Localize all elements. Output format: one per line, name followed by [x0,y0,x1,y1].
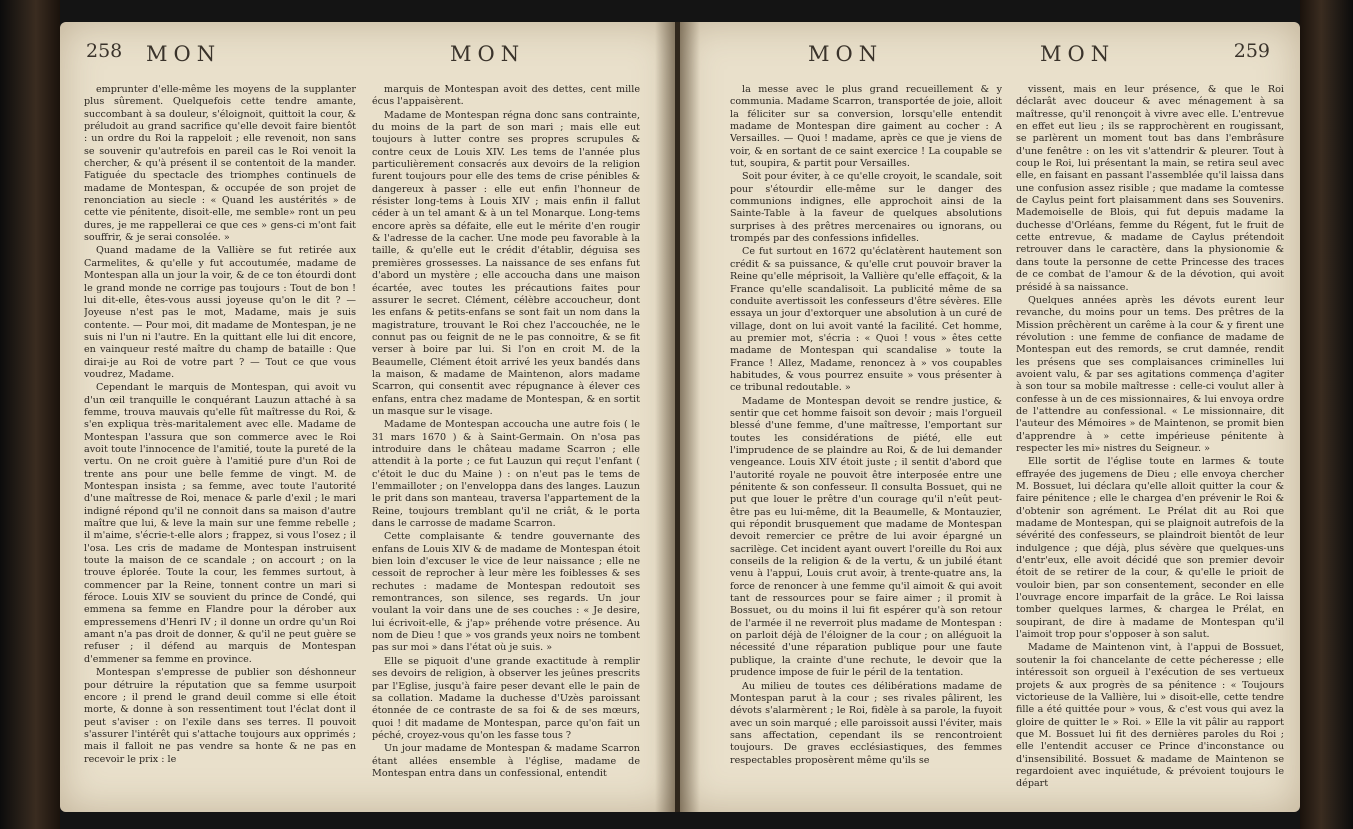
paragraph: marquis de Montespan avoit des dettes, cent mille écus l'appaisèrent. [372,84,640,108]
paragraph: Madame de Montespan régna donc sans contrainte, du moins de la part de son mari ; mais elle eut toujours à lutter contre ses propres scrupules & contre ceux de Louis XIV. Les tems de l'année plus particulièrement consacrés aux devoirs de la religion furent toujours pour elle des tems de crise pénibles & dangereux à passer : elle eut enfin l'honneur de résister long-tems à Louis XIV ; mais enfin il fallut céder à un tel amant & à un tel Monarque. Long-tems encore après sa défaite, elle eut le mérite d'en rougir & l'adresse de la cacher. Une mode peu favorable à la taille, & qu'elle eut le crédit d'établir, déguisa ses premières grossesses. La naissance de ses enfans fut d'abord un mystère ; elle accoucha dans une maison écartée, avec toutes les précautions faites pour assurer le secret. Clément, célèbre accoucheur, dont les enfans & petits-enfans se sont fait un nom dans la magistrature, trouvant le Roi chez l'accouchée, ne le connut pas ou feignit de ne le pas connoitre, & se fit verser à boire par lui. Si l'on en croit M. de la Beaumelle, Clément étoit arrivé les yeux bandés dans la maison, & madame de Maintenon, alors madame Scarron, qui consentit avec répugnance à élever ces enfans, entra chez madame de Montespan, & en sortit un masque sur le visage. [372,109,640,417]
paragraph: Elle sortit de l'église toute en larmes & toute effrayée des jugemens de Dieu ; elle envoya chercher M. Bossuet, lui déclara qu'elle alloit quitter la cour & faire pénitence ; elle le chargea d'en prévenir le Roi & d'obtenir son agrément. Le Prélat dit au Roi que madame de Montespan, qui se plaignoit autrefois de la sévérité des confesseurs, se plaindroit bientôt de leur indulgence ; que déjà, plus sévère que quelques-uns d'entr'eux, elle avoit décidé que son premier devoir étoit de se retirer de la cour, & qu'elle le prioit de vouloir bien, par son consentement, seconder en elle l'ouvrage encore imparfait de la grâce. Le Roi laissa tomber quelques larmes, & chargea le Prélat, en soupirant, de dire à madame de Montespan qu'il l'aimoit trop pour s'opposer à son salut. [1016,456,1284,641]
paragraph: Cependant le marquis de Montespan, qui avoit vu d'un œil tranquille le conquérant Lauzun attaché à sa femme, trouva mauvais qu'elle fût maîtresse du Roi, & s'en expliqua très-maritalement avec elle. Madame de Montespan l'assura que son commerce avec le Roi avoit toute l'innocence de l'amitié, toute la pureté de la vertu. On ne croit guère à l'amitié pure d'un Roi de trente ans pour une belle femme de vingt. M. de Montespan insista ; sa femme, avec toute l'autorité d'une maîtresse de Roi, menace & parle d'exil ; le mari indigné répond qu'il ne connoit dans sa maison d'autre maître que lui, & leve la main sur une femme rebelle ; il m'aime, s'écrie-t-elle alors ; frappez, si vous l'osez ; il l'osa. Les cris de madame de Montespan instruisent toute la maison de ce scandale ; on accourt ; on la trouve éplorée. Toute la cour, les femmes surtout, à commencer par la Reine, tonnent contre un mari si féroce. Louis XIV se souvient du prince de Condé, qui emmena sa femme en Flandre pour la dérober aux empressemens d'Henri IV ; il donne un ordre qu'un Roi amant n'a pas droit de donner, & qu'il ne peut guère se refuser ; il défend au marquis de Montespan d'emmener sa femme en province. [84,382,356,665]
left-page [60,22,675,812]
right-page [680,22,1300,812]
paragraph: Elle se piquoit d'une grande exactitude à remplir ses devoirs de religion, à observer les jeûnes prescrits par l'Eglise, jusqu'à faire peser devant elle le pain de sa collation. Madame la duchesse d'Uzès paroissant étonnée de ce contraste de sa foi & de ses mœurs, quoi ! dit madame de Montespan, parce qu'on fait un péché, croyez-vous qu'on les fasse tous ? [372,655,640,741]
running-head: MON [808,42,884,66]
paragraph: Madame de Montespan accoucha une autre fois ( le 31 mars 1670 ) & à Saint-Germain. On n'osa pas introduire dans le château madame Scarron ; elle attendit à la porte ; ce fut Lauzun qui reçut l'enfant ( c'étoit le duc du Maine ) : on n'eut pas le tems de l'emmailloter ; on l'enveloppa dans des langes. Lauzun le prit dans son manteau, traversa l'appartement de la Reine, toujours tremblant qu'il ne criât, & le porta dans le carrosse de madame Scarron. [372,419,640,530]
paragraph: Au milieu de toutes ces délibérations madame de Montespan parut à la cour ; ses rivales pâlirent, les dévots s'alarmèrent ; le Roi, fidèle à sa parole, la fuyoit avec un soin marqué ; elle paroissoit aussi l'éviter, mais sans affectation, cependant ils se rencontroient toujours. De graves ecclésiastiques, des femmes respectables proposèrent même qu'ils se [730,680,1002,766]
book-edge-left [0,0,60,829]
book-edge-right [1300,0,1353,829]
running-head: MON [450,42,526,66]
paragraph: Quand madame de la Vallière se fut retirée aux Carmelites, & qu'elle y fut accoutumée, madame de Montespan alla un jour la voir, & de ce ton étourdi dont le grand monde ne corrige pas toujours : Tout de bon ! lui dit-elle, êtes-vous aussi joyeuse qu'on le dit ? — Joyeuse n'est pas le mot, Madame, mais je suis contente. — Pour moi, dit madame de Montespan, je ne suis ni l'un ni l'autre. En la quittant elle lui dit encore, en vainqueur resté maître du champ de bataille : Que dirai-je au Roi de votre part ? — Tout ce que vous voudrez, Madame. [84,245,356,380]
running-head: MON [1040,42,1116,66]
paragraph: Madame de Maintenon vint, à l'appui de Bossuet, soutenir la foi chancelante de cette pécheresse ; elle intéressoit son orgueil à l'exécution de ses vertueux projets & aux progrès de sa pénitence : « Toujours victorieuse de la Vallière, lui » disoit-elle, cette tendre fille a été quittée pour » vous, & c'est vous qui avez la gloire de quitter le » Roi. » Elle la vit pâlir au rapport que M. Bossuet lui fit des dernières paroles du Roi ; elle l'entendit accuser ce Prince d'inconstance ou d'insensibilité. Bossuet & madame de Maintenon se regardoient avec inquiétude, & prévoient toujours le départ [1016,642,1284,790]
running-head: MON [146,42,222,66]
paragraph: emprunter d'elle-même les moyens de la supplanter plus sûrement. Quelquefois cette tendre amante, succombant à sa douleur, s'éloignoit, quittoit la cour, & préludoit au grand sacrifice qu'elle devoit faire bientôt : un ordre du Roi la rappeloit ; elle revenoit, non sans se souvenir qu'autrefois en pareil cas le Roi venoit la chercher, & qu'à présent il se contentoit de la mander. Fatiguée du spectacle des triomphes continuels de madame de Montespan, & occupée de son projet de renonciation au siecle : « Quand les austérités » de cette vie pénitente, disoit-elle, me semble» ront un peu dures, je me rappellerai ce que ces » gens-ci m'ont fait souffrir, & je serai consolée. » [84,84,356,244]
paragraph: Quelques années après les dévots eurent leur revanche, du moins pour un tems. Des prêtres de la Mission prêchèrent un carême à la cour & y firent une révolution : une femme de confiance de madame de Montespan eut des remords, se crut damnée, rendit les présens que ses complaisances criminelles lui avoient valu, & par ses agitations commença d'agiter à son tour sa mobile maîtresse : celle-ci voulut aller à confesse à un de ces missionnaires, & lui envoya ordre de l'attendre au confessional. « Le missionnaire, dit l'auteur des Mémoires » de Maintenon, se promit bien d'apprendre à » cette impérieuse pénitente à respecter les mi» nistres du Seigneur. » [1016,294,1284,454]
text-column-1 [84,84,356,804]
paragraph: Soit pour éviter, à ce qu'elle croyoit, le scandale, soit pour s'étourdir elle-même sur le danger des communions indignes, elle approchoit ainsi de la Sainte-Table à la faveur de quelques absolutions surprises à des prêtres mercenaires ou ignorans, ou trompés par des confessions infidelles. [730,171,1002,245]
text-column-2 [1016,84,1284,804]
paragraph: Cette complaisante & tendre gouvernante des enfans de Louis XIV & de madame de Montespan étoit bien loin d'excuser le vice de leur naissance ; elle ne cessoit de reprocher à leur mère les foiblesses & ses rechutes : madame de Montespan redoutoit ses remontrances, son silence, ses regards. Un jour voulant la voir dans une de ses couches : « Je desire, lui écrivoit-elle, & j'ap» préhende votre présence. Au nom de Dieu ! que » vos grands yeux noirs ne tombent pas sur moi » dans l'état où je suis. » [372,531,640,654]
paragraph: la messe avec le plus grand recueillement & y communia. Madame Scarron, transportée de joie, alloit la féliciter sur sa conversion, lorsqu'elle entendit madame de Montespan dire gaiment au cocher : A Versailles. — Quoi ! madame, après ce que je viens de voir, & en sortant de ce saint exercice ! La coupable se tut, soupira, & partit pour Versailles. [730,84,1002,170]
text-column-1 [730,84,1002,804]
page-number: 258 [86,40,123,62]
paragraph: vissent, mais en leur présence, & que le Roi déclarât avec douceur & avec ménagement à sa maîtresse, qu'il renonçoit à vivre avec elle. L'entrevue en effet eut lieu ; ils se rapprochèrent en rougissant, se parlèrent un moment tout bas dans l'embrâsure d'une fenêtre : on les vit s'attendrir & pleurer. Tout à coup le Roi, lui présentant la main, se retira seul avec elle, en faisant en passant l'assemblée qu'il laissa dans une confusion assez risible ; que madame la comtesse de Caylus peint fort plaisamment dans ses Souvenirs. Mademoiselle de Blois, qui fut depuis madame la duchesse d'Orléans, femme du Régent, fut le fruit de cette entrevue, & madame de Caylus prétendoit retrouver dans le caractère, dans la physionomie & dans toute la personne de cette Princesse des traces de ce combat de l'amour & de la dévotion, qui avoit présidé à sa naissance. [1016,84,1284,293]
paragraph: Madame de Montespan devoit se rendre justice, & sentir que cet homme faisoit son devoir ; mais l'orgueil blessé d'une femme, d'une maîtresse, l'emportant sur toutes les considérations de piété, elle eut l'imprudence de se plaindre au Roi, & de lui demander vengeance. Louis XIV étoit juste ; il sentit d'abord que l'autorité royale ne pouvoit être interposée entre une pénitente & son confesseur. Il consulta Bossuet, qui ne put que louer le prêtre d'un courage qu'il n'eût peut-être pas eu lui-même, dit la Beaumelle, & Montauzier, qui répondit brusquement que madame de Montespan devoit remercier ce prêtre de lui avoir épargné un sacrilège. Cet incident ayant ouvert l'oreille du Roi aux conseils de la religion & de la vertu, & un jubilé étant venu à l'appui, Louis crut avoir, à trente-quatre ans, la force de renoncer à une femme qu'il aimoit & qui avoit tant de ressources pour se faire aimer ; il promit à Bossuet, ou du moins il lui fit espérer qu'à son retour de l'armée il ne reverroit plus madame de Montespan : on parloit déjà de l'éloigner de la cour ; on alléguoit la nécessité d'une réparation publique pour une faute publique, la crainte d'une rechute, le devoir que la prudence impose de fuir le péril de la tentation. [730,395,1002,679]
paragraph: Ce fut surtout en 1672 qu'éclatèrent hautement son crédit & sa puissance, & qu'elle crut pouvoir braver la Reine qu'elle méprisoit, la Vallière qu'elle effaçoit, & la France qu'elle scandalisoit. La publicité même de sa conduite avertissoit les confesseurs d'être sévères. Elle essaya un jour d'extorquer une absolution à un curé de village, dont on lui avoit vanté la facilité. Cet homme, au premier mot, s'écria : « Quoi ! vous » êtes cette madame de Montespan qui scandalise » toute la France ! Allez, Madame, renoncez à » vos coupables habitudes, & vous pourrez ensuite » vous présenter à ce tribunal redoutable. » [730,246,1002,394]
text-column-2 [372,84,640,804]
paragraph: Montespan s'empresse de publier son déshonneur pour détruire la réputation que sa femme usurpoit encore ; il prend le grand deuil comme si elle étoit morte, & donne à son ressentiment tout l'éclat dont il peut s'aviser : on l'exile dans ses terres. Il pouvoit s'assurer l'intérêt qui s'attache toujours aux opprimés ; mais il falloit ne pas vendre sa honte & ne pas en recevoir le prix : le [84,667,356,765]
page-number: 259 [1233,40,1270,62]
paragraph: Un jour madame de Montespan & madame Scarron étant allées ensemble à l'église, madame de Montespan entra dans un confessional, entendit [372,743,640,779]
